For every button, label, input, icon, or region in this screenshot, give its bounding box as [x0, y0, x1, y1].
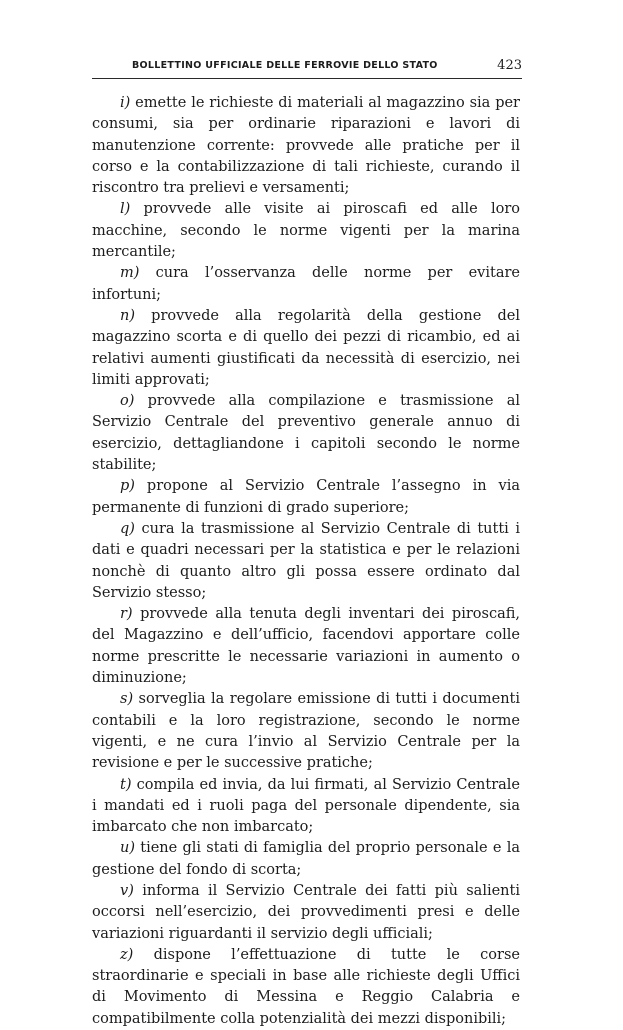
item-text: cura la trasmissione al Servizio Centrale di tutti i dati e quadri necessari per la statistica e per le relazioni nonchè di quanto altro gli possa essere ordinato dal Servizio stesso;	[92, 520, 520, 601]
list-item	[92, 775, 520, 839]
item-text: cura l’osservanza delle norme per evitare infortuni;	[92, 265, 520, 303]
item-letter: p)	[120, 478, 135, 495]
item-text: provvede alla regolarità della gestione del magazzino scorta e di quello dei pezzi di ricambio, ed ai relativi aumenti giustificati da necessità di esercizio, nei limiti approvati;	[92, 307, 520, 388]
item-text: propone al Servizio Centrale l’assegno in via permanente di funzioni di grado superiore;	[92, 478, 520, 516]
item-text: provvede alle visite ai piroscafi ed alle loro macchine, secondo le norme vigenti per la marina mercantile;	[92, 201, 520, 261]
list-item	[92, 476, 520, 519]
list-item	[92, 689, 520, 774]
page-number: 423	[497, 58, 522, 73]
item-letter: i)	[120, 95, 131, 111]
list-item	[92, 838, 520, 881]
item-letter: s)	[120, 691, 134, 708]
list-item	[92, 306, 520, 391]
item-text: informa il Servizio Centrale dei fatti più salienti occorsi nell’esercizio, dei provvedimenti presi e delle variazioni riguardanti il servizio degli ufficiali;	[92, 882, 520, 942]
item-text: compila ed invia, da lui firmati, al Servizio Centrale i mandati ed i ruoli paga del personale dipendente, sia imbarcato che non imbarcato;	[92, 776, 520, 836]
item-letter: u)	[120, 840, 135, 857]
item-letter: l)	[120, 201, 131, 218]
list-item	[92, 199, 520, 263]
item-letter: n)	[120, 307, 135, 324]
item-letter: t)	[120, 776, 132, 793]
list-item	[92, 881, 520, 945]
item-letter: z)	[120, 946, 134, 963]
item-letter: o)	[120, 393, 135, 410]
header-rule	[92, 78, 522, 79]
item-text: provvede alla tenuta degli inventari dei piroscafi, del Magazzino e dell’ufficio, facendovi apportare colle norme prescritte le necessarie variazioni in aumento o diminuzione;	[92, 606, 520, 687]
running-header	[92, 58, 522, 76]
item-letter: q)	[120, 520, 135, 537]
item-letter: m)	[120, 265, 140, 282]
list-item	[92, 263, 520, 306]
list-item	[92, 93, 520, 199]
body-text	[92, 93, 520, 1030]
item-text: sorveglia la regolare emissione di tutti i documenti contabili e la loro registrazione, secondo le norme vigenti, e ne cura l’invio al Servizio Centrale per la revisione e per le successive pratiche;	[92, 691, 520, 772]
list-item	[92, 604, 520, 689]
item-text: provvede alla compilazione e trasmissione al Servizio Centrale del preventivo generale annuo di esercizio, dettagliandone i capitoli secondo le norme stabilite;	[92, 393, 520, 474]
item-text: tiene gli stati di famiglia del proprio personale e la gestione del fondo di scorta;	[92, 840, 520, 878]
item-letter: v)	[120, 882, 134, 899]
item-text: dispone l’effettuazione di tutte le corse straordinarie e speciali in base alle richieste degli Uffici di Movimento di Messina e Reggio Calabria e compatibilmente colla potenzialità dei mezzi disponibili;	[92, 946, 520, 1027]
item-letter: r)	[120, 606, 133, 623]
item-text: emette le richieste di materiali al magazzino sia per consumi, sia per ordinarie riparazioni e lavori di manutenzione corrente: provvede alle pratiche per il corso e la contabilizzazione di tali richieste, curando il riscontro tra prelievi e versamenti;	[92, 95, 520, 197]
list-item	[92, 519, 520, 604]
list-item	[92, 391, 520, 476]
running-title: BOLLETTINO UFFICIALE DELLE FERROVIE DELLO STATO	[132, 60, 438, 71]
list-item	[92, 945, 520, 1030]
